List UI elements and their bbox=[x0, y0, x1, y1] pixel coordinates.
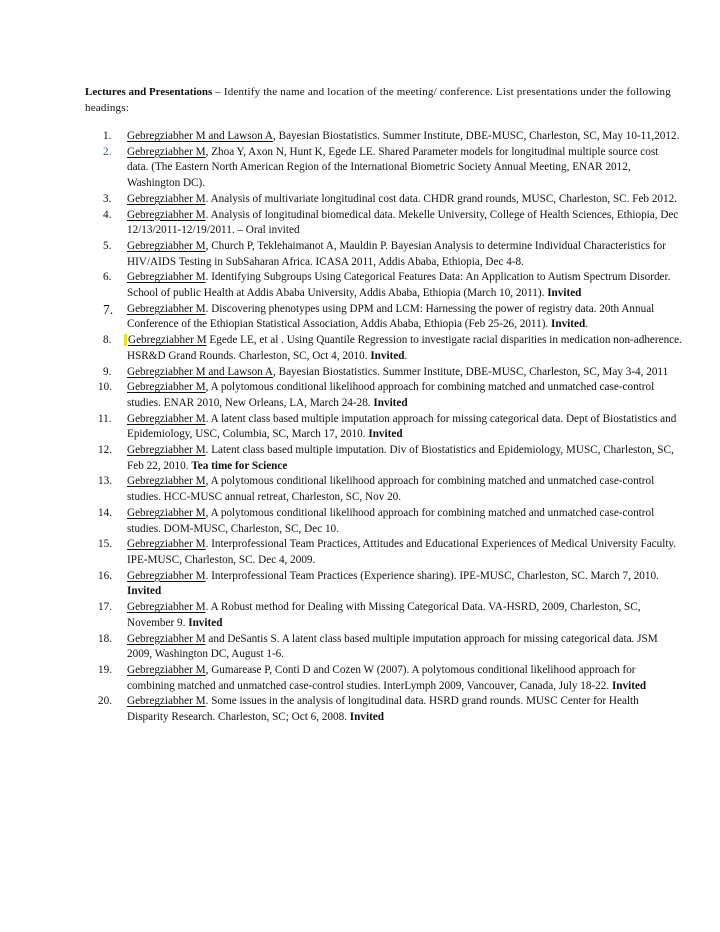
item-number: 14. bbox=[98, 506, 112, 519]
item-authors: Gebregziabher M bbox=[127, 239, 206, 252]
list-item bbox=[85, 694, 682, 725]
item-text: . Interprofessional Team Practices (Experience sharing). IPE-MUSC, Charleston, SC. March 7, 2010. bbox=[205, 569, 659, 582]
item-number: 11. bbox=[98, 412, 112, 425]
list-item bbox=[85, 333, 682, 364]
item-number: 4. bbox=[103, 208, 112, 221]
list-item bbox=[85, 270, 682, 301]
list-item bbox=[85, 443, 682, 474]
item-number: 5. bbox=[103, 239, 112, 252]
item-number: 10. bbox=[98, 381, 112, 394]
item-text: Egede LE, et al . Using Quantile Regression to investigate racial disparities in medication non-adherence. HSR&D Grand Rounds. Charleston, SC, Oct 4, 2010. bbox=[127, 334, 682, 362]
item-number: 6. bbox=[103, 271, 112, 284]
item-number: 17. bbox=[98, 601, 112, 614]
item-invited-label: Invited bbox=[370, 349, 405, 362]
item-authors: Gebregziabher M bbox=[127, 381, 206, 394]
item-number: 16. bbox=[98, 569, 112, 582]
list-item bbox=[85, 632, 682, 663]
item-text: . Discovering phenotypes using DPM and LCM: Harnessing the power of registry data. 20th Annual Conference of the Ethiopian Statistical Association, Addis Ababa, Ethiopia (Feb 25-26, 2011). bbox=[127, 302, 655, 331]
item-text: , Bayesian Biostatistics. Summer Institute, DBE-MUSC, Charleston, SC, May 10-11,2012. bbox=[273, 130, 680, 142]
item-number: 8. bbox=[103, 334, 112, 347]
item-text: , Gumarease P, Conti D and Cozen W (2007). A polytomous conditional likelihood approach for combining matched and unmatched case-control studies. InterLymph 2009, Vancouver, Canada, July 18-22. bbox=[127, 663, 636, 692]
list-item bbox=[85, 412, 682, 443]
item-text: , Church P, Teklehaimanot A, Mauldin P. Bayesian Analysis to determine Individual Characteristics for HIV/AIDS Testing in SubSaharan Africa. ICASA 2011, Addis Ababa, Ethiopia, Dec 4-8. bbox=[127, 239, 667, 268]
item-authors: Gebregziabher M bbox=[127, 208, 206, 221]
item-text: . A latent class based multiple imputation approach for missing categorical data. Dept of Biostatistics and Epidemiology, USC, Columbia, SC, March 17, 2010. bbox=[127, 412, 677, 441]
item-text: , A polytomous conditional likelihood approach for combining matched and unmatched case-control studies. ENAR 2010, New Orleans, LA, March 24-28. bbox=[127, 381, 655, 409]
item-invited-label: Invited bbox=[127, 585, 162, 598]
item-number: 2. bbox=[103, 145, 112, 158]
item-number: 9. bbox=[103, 365, 112, 378]
item-invited-label: Invited bbox=[547, 287, 582, 300]
list-item bbox=[85, 239, 682, 270]
item-authors: Gebregziabher M bbox=[127, 695, 206, 708]
item-text: . Analysis of multivariate longitudinal cost data. CHDR grand rounds, MUSC, Charleston, SC. Feb 2012. bbox=[205, 192, 677, 205]
item-text: , Bayesian Biostatistics. Summer Institute, DBE-MUSC, Charleston, SC, May 3-4, 2011 bbox=[273, 365, 669, 378]
item-number: 19. bbox=[98, 663, 112, 676]
item-number: 15. bbox=[98, 538, 112, 551]
item-number: 13. bbox=[98, 475, 112, 488]
list-item bbox=[85, 600, 682, 631]
item-invited-label: Tea time for Science bbox=[191, 459, 288, 472]
item-invited-label: Invited bbox=[551, 318, 586, 331]
list-item bbox=[85, 569, 682, 600]
item-end-punct: . bbox=[585, 318, 589, 331]
item-text: . Identifying Subgroups Using Categorical Features Data: An Application to Autism Spectrum Disorder. School of public Health at Addis Ababa University, Addis Ababa, Ethiopia (March 10, 2011). bbox=[127, 271, 671, 300]
item-invited-label: Invited bbox=[349, 711, 384, 724]
item-text: . Interprofessional Team Practices, Attitudes and Educational Experiences of Medical University Faculty. IPE-MUSC, Charleston, SC. Dec 4, 2009. bbox=[127, 538, 677, 566]
list-item bbox=[85, 145, 682, 192]
list-item bbox=[85, 474, 682, 505]
heading-instructions: – Identify the name and location of the meeting/ conference. List presentations under the following headings: bbox=[85, 86, 671, 114]
item-text: , A polytomous conditional likelihood approach for combining matched and unmatched case-control studies. DOM-MUSC, Charleston, SC, Dec 10. bbox=[127, 506, 655, 535]
item-text: and DeSantis S. A latent class based multiple imputation approach for missing categorical data. JSM 2009, Washington DC, August 1-6. bbox=[127, 632, 658, 661]
item-invited-label: Invited bbox=[188, 616, 223, 629]
item-number: 18. bbox=[98, 632, 112, 645]
item-invited-label: Invited bbox=[368, 428, 403, 441]
item-authors: Gebregziabher M bbox=[127, 569, 206, 582]
item-authors: Gebregziabher M bbox=[127, 663, 206, 676]
list-item bbox=[85, 506, 682, 537]
list-item bbox=[85, 537, 682, 568]
item-text: . Some issues in the analysis of longitudinal data. HSRD grand rounds. MUSC Center for Health Disparity Research. Charleston, SC; Oct 6, 2008. bbox=[127, 695, 639, 724]
item-authors: Gebregziabher M bbox=[127, 271, 206, 284]
presentations-list bbox=[85, 129, 682, 726]
item-number: 7. bbox=[103, 301, 114, 317]
heading-title: Lectures and Presentations bbox=[85, 86, 213, 98]
item-number: 1. bbox=[103, 130, 112, 142]
item-authors: Gebregziabher M bbox=[127, 632, 206, 645]
item-authors: Gebregziabher M bbox=[127, 444, 206, 457]
list-item bbox=[85, 365, 682, 381]
item-text: , A polytomous conditional likelihood approach for combining matched and unmatched case-control studies. HCC-MUSC annual retreat, Charleston, SC, Nov 20. bbox=[127, 475, 655, 504]
list-item bbox=[85, 380, 682, 411]
item-authors: Gebregziabher M bbox=[127, 145, 206, 158]
item-number: 3. bbox=[103, 192, 112, 205]
item-text: , Zhoa Y, Axon N, Hunt K, Egede LE. Shared Parameter models for longitudinal multiple source cost data. (The Eastern North American Region of the International Biometric Society Annual Meeting, ENAR 2012, Washington DC). bbox=[127, 145, 659, 190]
item-authors: Gebregziabher M bbox=[127, 601, 206, 614]
item-authors: Gebregziabher M bbox=[127, 412, 206, 425]
item-authors: Gebregziabher M bbox=[127, 506, 206, 519]
section-heading bbox=[85, 84, 685, 116]
item-text: . Analysis of longitudinal biomedical data. Mekelle University, College of Health Sciences, Ethiopia, Dec 12/13/2011-12/19/2011. – Oral invited bbox=[127, 208, 679, 237]
list-item bbox=[85, 208, 682, 239]
item-number: 12. bbox=[98, 444, 112, 457]
item-authors: Gebregziabher M bbox=[127, 475, 206, 488]
list-item bbox=[85, 192, 682, 208]
item-authors: Gebregziabher M and Lawson A bbox=[127, 365, 274, 378]
list-item bbox=[85, 129, 682, 145]
list-item bbox=[85, 663, 682, 694]
item-authors: Gebregziabher M bbox=[127, 538, 206, 551]
item-invited-label: Invited bbox=[373, 396, 408, 409]
item-invited-label: Invited bbox=[611, 679, 647, 692]
item-text: . A Robust method for Dealing with Missing Categorical Data. VA-HSRD, 2009, Charleston, SC, November 9. bbox=[127, 601, 641, 629]
list-item bbox=[85, 302, 682, 333]
item-number: 20. bbox=[98, 695, 112, 708]
item-text: . Latent class based multiple imputation. Div of Biostatistics and Epidemiology, MUSC, Charleston, SC, Feb 22, 2010. bbox=[127, 444, 674, 472]
item-authors: Gebregziabher M bbox=[127, 192, 206, 205]
item-authors: Gebregziabher M bbox=[127, 302, 206, 315]
item-authors: Gebregziabher M bbox=[124, 334, 207, 346]
item-authors: Gebregziabher M and Lawson A bbox=[127, 130, 274, 142]
item-end-punct: . bbox=[404, 349, 408, 362]
